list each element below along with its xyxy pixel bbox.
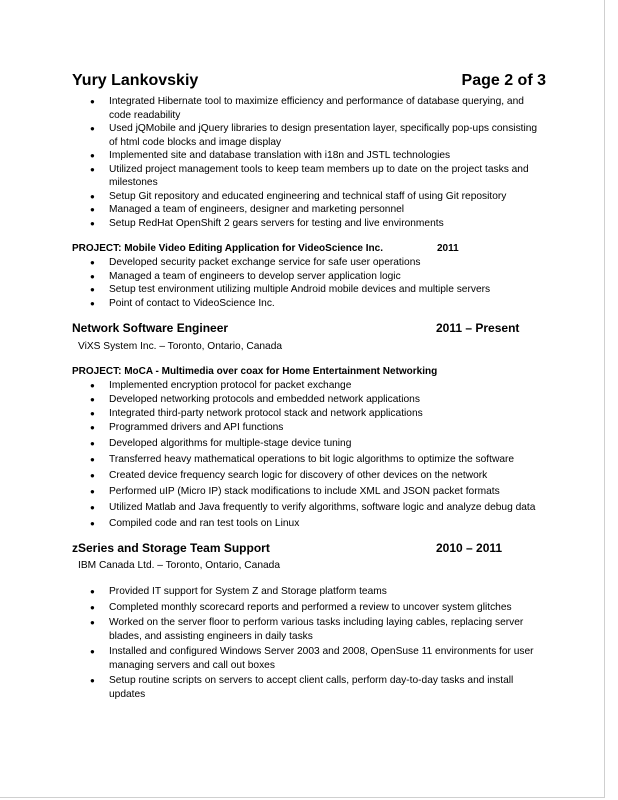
resume-name: Yury Lankovskiy [72,72,199,89]
job-title: zSeries and Storage Team Support [72,541,270,555]
job-heading [72,321,547,337]
project-title: PROJECT: MoCA - Multimedia over coax for Home Entertainment Networking [72,366,438,377]
job-title: Network Software Engineer [72,321,229,335]
job-dates: 2010 – 2011 [436,541,503,555]
list-item: ● Implemented encryption protocol for packet exchange [72,379,547,393]
list-item: ● Used jQMobile and jQuery libraries to design presentation layer, specifically pop-ups consisting of html code blocks and image display [72,122,547,149]
company-location: IBM Canada Ltd. – Toronto, Ontario, Canada [78,560,280,571]
list-item: ● Managed a team of engineers, designer and marketing personnel [72,203,547,217]
page-number: Page 2 of 3 [461,72,546,89]
list-item: ● Integrated third-party network protocol stack and network applications [72,407,547,421]
list-item: ● Installed and configured Windows Server 2003 and 2008, OpenSuse 11 environments for user managing servers and call out boxes [72,645,547,672]
list-item: ● Completed monthly scorecard reports and performed a review to uncover system glitches [72,601,547,615]
list-item: ● Point of contact to VideoScience Inc. [72,297,547,311]
list-item: ● Developed networking protocols and embedded network applications [72,393,547,407]
list-item: ● Managed a team of engineers to develop server application logic [72,270,547,284]
page-header [72,72,546,94]
list-item: ● Worked on the server floor to perform various tasks including laying cables, replacing server blades, and assisting engineers in daily tasks [72,616,547,643]
list-item: ● Utilized project management tools to keep team members up to date on the project tasks and milestones [72,163,547,190]
previous-job-bullets [72,95,547,230]
list-item: ● Setup Git repository and educated engineering and technical staff of using Git repository [72,190,547,204]
list-item: ● Setup test environment utilizing multiple Android mobile devices and multiple servers [72,283,547,297]
list-item: ● Utilized Matlab and Java frequently to verify algorithms, software logic and analyze debug data [72,501,547,515]
job-bullets [72,585,547,701]
job-dates: 2011 – Present [436,321,520,335]
job-heading [72,541,547,557]
company-location: ViXS System Inc. – Toronto, Ontario, Canada [78,341,283,352]
project-title: PROJECT: Mobile Video Editing Application for VideoScience Inc. [72,243,383,254]
list-item: ● Compiled code and ran test tools on Linux [72,517,547,531]
list-item: ● Created device frequency search logic for discovery of other devices on the network [72,469,547,483]
project-bullets [72,379,547,530]
list-item: ● Transferred heavy mathematical operations to bit logic algorithms to optimize the software [72,453,547,467]
list-item: ● Implemented site and database translation with i18n and JSTL technologies [72,149,547,163]
list-item: ● Setup RedHat OpenShift 2 gears servers for testing and live environments [72,217,547,231]
list-item: ● Provided IT support for System Z and Storage platform teams [72,585,547,599]
project-heading [72,243,547,254]
list-item: ● Integrated Hibernate tool to maximize efficiency and performance of database querying, and code readability [72,95,547,122]
list-item: ● Developed algorithms for multiple-stage device tuning [72,437,547,451]
list-item: ● Performed uIP (Micro IP) stack modifications to include XML and JSON packet formats [72,485,547,499]
project-heading [72,366,547,377]
list-item: ● Developed security packet exchange service for safe user operations [72,256,547,270]
list-item: ● Programmed drivers and API functions [72,421,547,435]
list-item: ● Setup routine scripts on servers to accept client calls, perform day-to-day tasks and install updates [72,674,547,701]
project-year: 2011 [437,243,459,254]
project-bullets [72,256,547,310]
